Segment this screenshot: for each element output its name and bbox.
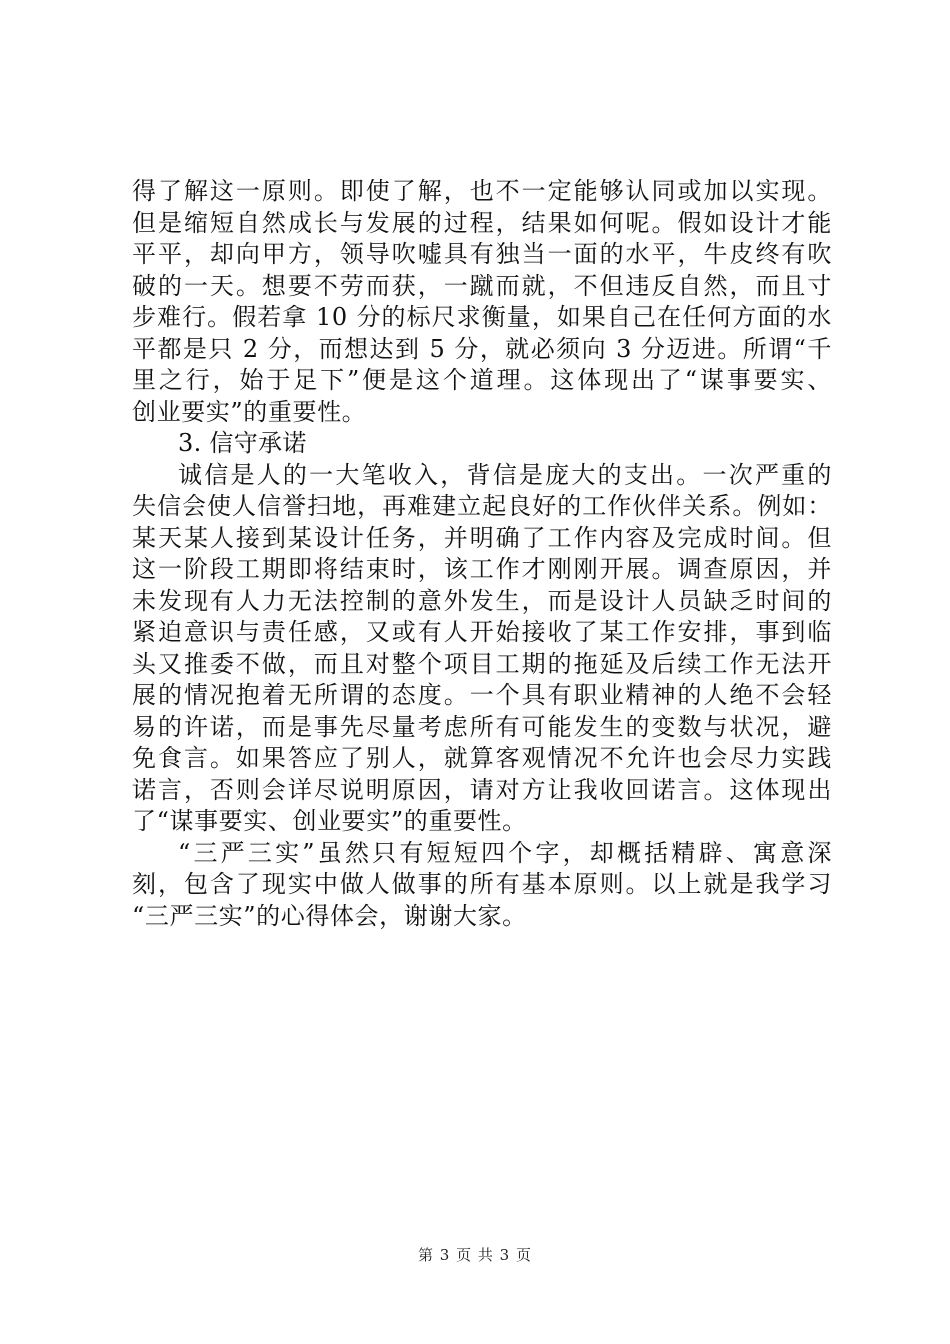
text-line: 诺言，否则会详尽说明原因，请对方让我收回诺言。这体现出 [132,775,832,804]
text-line: 未发现有人力无法控制的意外发生，而是设计人员缺乏时间的 [132,586,832,615]
page-number-footer: 第 3 页 共 3 页 [418,1246,532,1264]
text-line: 得了解这一原则。即使了解，也不一定能够认同或加以实现。 [132,177,832,205]
text-line: 破的一天。想要不劳而获，一蹴而就，不但违反自然，而且寸 [132,271,832,300]
document-body [132,176,832,932]
text-line: “三严三实”的心得体会，谢谢大家。 [132,901,527,930]
text-line: 平都是只 2 分，而想达到 5 分，就必须向 3 分迈进。所谓“千 [132,334,832,363]
section-heading: 3. 信守承诺 [178,429,307,457]
text-line: 某天某人接到某设计任务，并明确了工作内容及完成时间。但 [132,523,832,552]
text-line: 创业要实”的重要性。 [132,397,367,426]
paragraph [132,460,832,838]
text-line: 刻，包含了现实中做人做事的所有基本原则。以上就是我学习 [132,870,832,898]
text-line: 了“谋事要实、创业要实”的重要性。 [132,807,527,835]
text-line: 易的许诺，而是事先尽量考虑所有可能发生的变数与状况，避 [132,712,832,741]
text-line: 这一阶段工期即将结束时，该工作才刚刚开展。调查原因，并 [132,555,832,583]
text-line: 步难行。假若拿 10 分的标尺求衡量，如果自己在任何方面的水 [132,303,832,331]
text-line: 里之行，始于足下”便是这个道理。这体现出了“谋事要实、 [132,366,832,394]
text-line: “三严三实”虽然只有短短四个字，却概括精辟、寓意深 [178,838,832,867]
text-line: 免食言。如果答应了别人，就算客观情况不允许也会尽力实践 [132,744,832,772]
text-line: 诚信是人的一大笔收入，背信是庞大的支出。一次严重的 [178,460,832,489]
paragraph [132,838,832,933]
paragraph [132,176,832,428]
text-line: 展的情况抱着无所谓的态度。一个具有职业精神的人绝不会轻 [132,681,832,709]
text-line: 紧迫意识与责任感，又或有人开始接收了某工作安排，事到临 [132,618,832,646]
text-line: 失信会使人信誉扫地，再难建立起良好的工作伙伴关系。例如： [132,492,832,520]
text-line: 头又推委不做，而且对整个项目工期的拖延及后续工作无法开 [132,649,832,678]
text-line: 平平，却向甲方，领导吹嘘具有独当一面的水平，牛皮终有吹 [132,240,832,268]
text-line: 但是缩短自然成长与发展的过程，结果如何呢。假如设计才能 [132,208,832,237]
